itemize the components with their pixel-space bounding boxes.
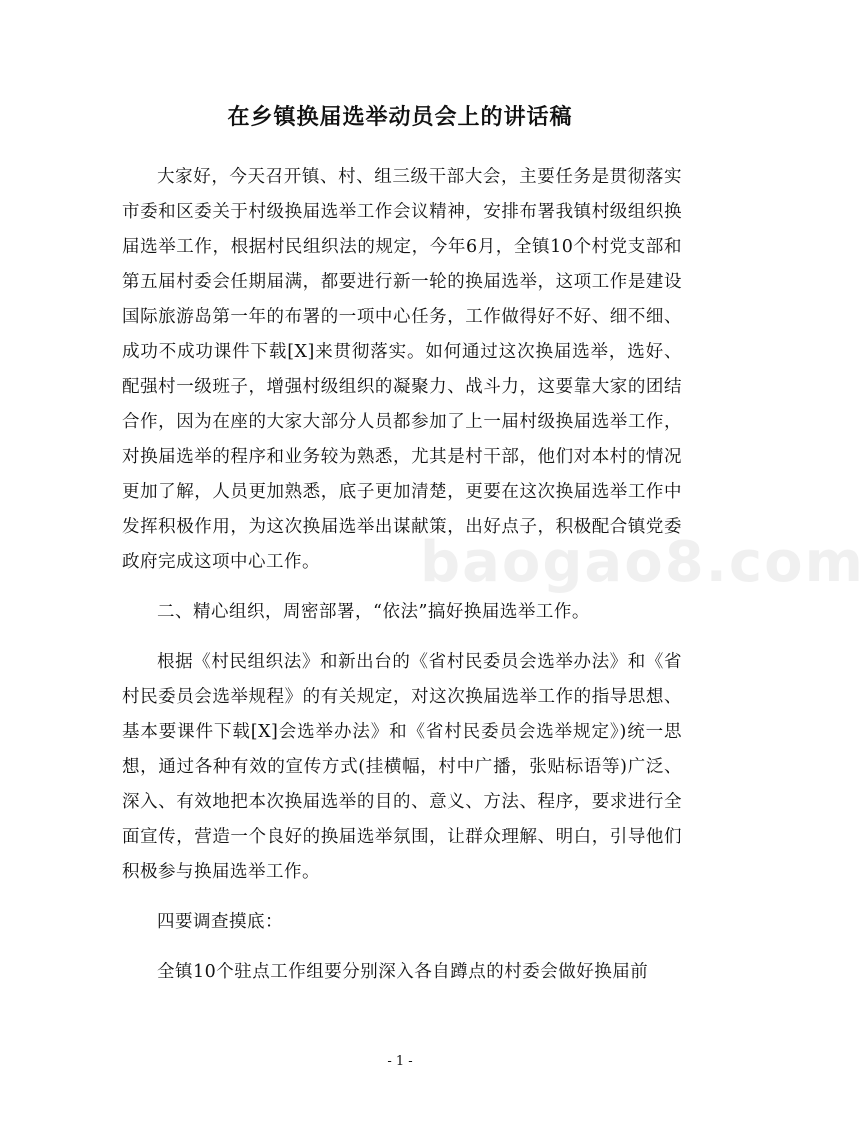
document-title: 在乡镇换届选举动员会上的讲话稿 — [227, 105, 573, 130]
paragraph-4: 四要调查摸底： — [157, 912, 283, 932]
paragraph-1: 大家好，今天召开镇、村、组三级干部大会，主要任务是贯彻落实市委和区委关于村级换届选举工作会议精神，安排布署我镇村级组织换届选举工作，根据村民组织法的规定，今年6月，全镇10个村党支部和第五届村委会任期届满，都要进行新一轮的换届选举，这项工作是建设国际旅游岛第一年的布署的一项中心任务，工作做得好不好、细不细、成功不成功课件下载[X]来贯彻落实。如何通过这次换届选举，选好、配强村一级班子，增强村级组织的凝聚力、战斗力，这要靠大家的团结合作，因为在座的大家大部分人员都参加了上一届村级换届选举工作，对换届选举的程序和业务较为熟悉，尤其是村干部，他们对本村的情况更加了解，人员更加熟悉，底子更加清楚，更要在这次换届选举工作中发挥积极作用，为这次换届选举出谋献策，出好点子，积极配合镇党委政府完成这项中心工作。 — [122, 167, 682, 572]
paragraph-3: 根据《村民组织法》和新出台的《省村民委员会选举办法》和《省村民委员会选举规程》的有关规定，对这次换届选举工作的指导思想、基本要课件下载[X]会选举办法》和《省村民委员会选举规定》)统一思想，通过各种有效的宣传方式(挂横幅，村中广播，张贴标语等)广泛、深入、有效地把本次换届选举的目的、意义、方法、程序，要求进行全面宣传，营造一个良好的换届选举氛围，让群众理解、明白，引导他们积极参与换届选举工作。 — [122, 652, 682, 882]
paragraph-2: 二、精心组织，周密部署，“依法”搞好换届选举工作。 — [157, 602, 590, 622]
watermark: baogao8.com — [420, 530, 865, 595]
paragraph-5: 全镇10个驻点工作组要分别深入各自蹲点的村委会做好换届前 — [157, 962, 649, 982]
document-body — [122, 160, 682, 1005]
page-number: - 1 - — [387, 1054, 413, 1069]
